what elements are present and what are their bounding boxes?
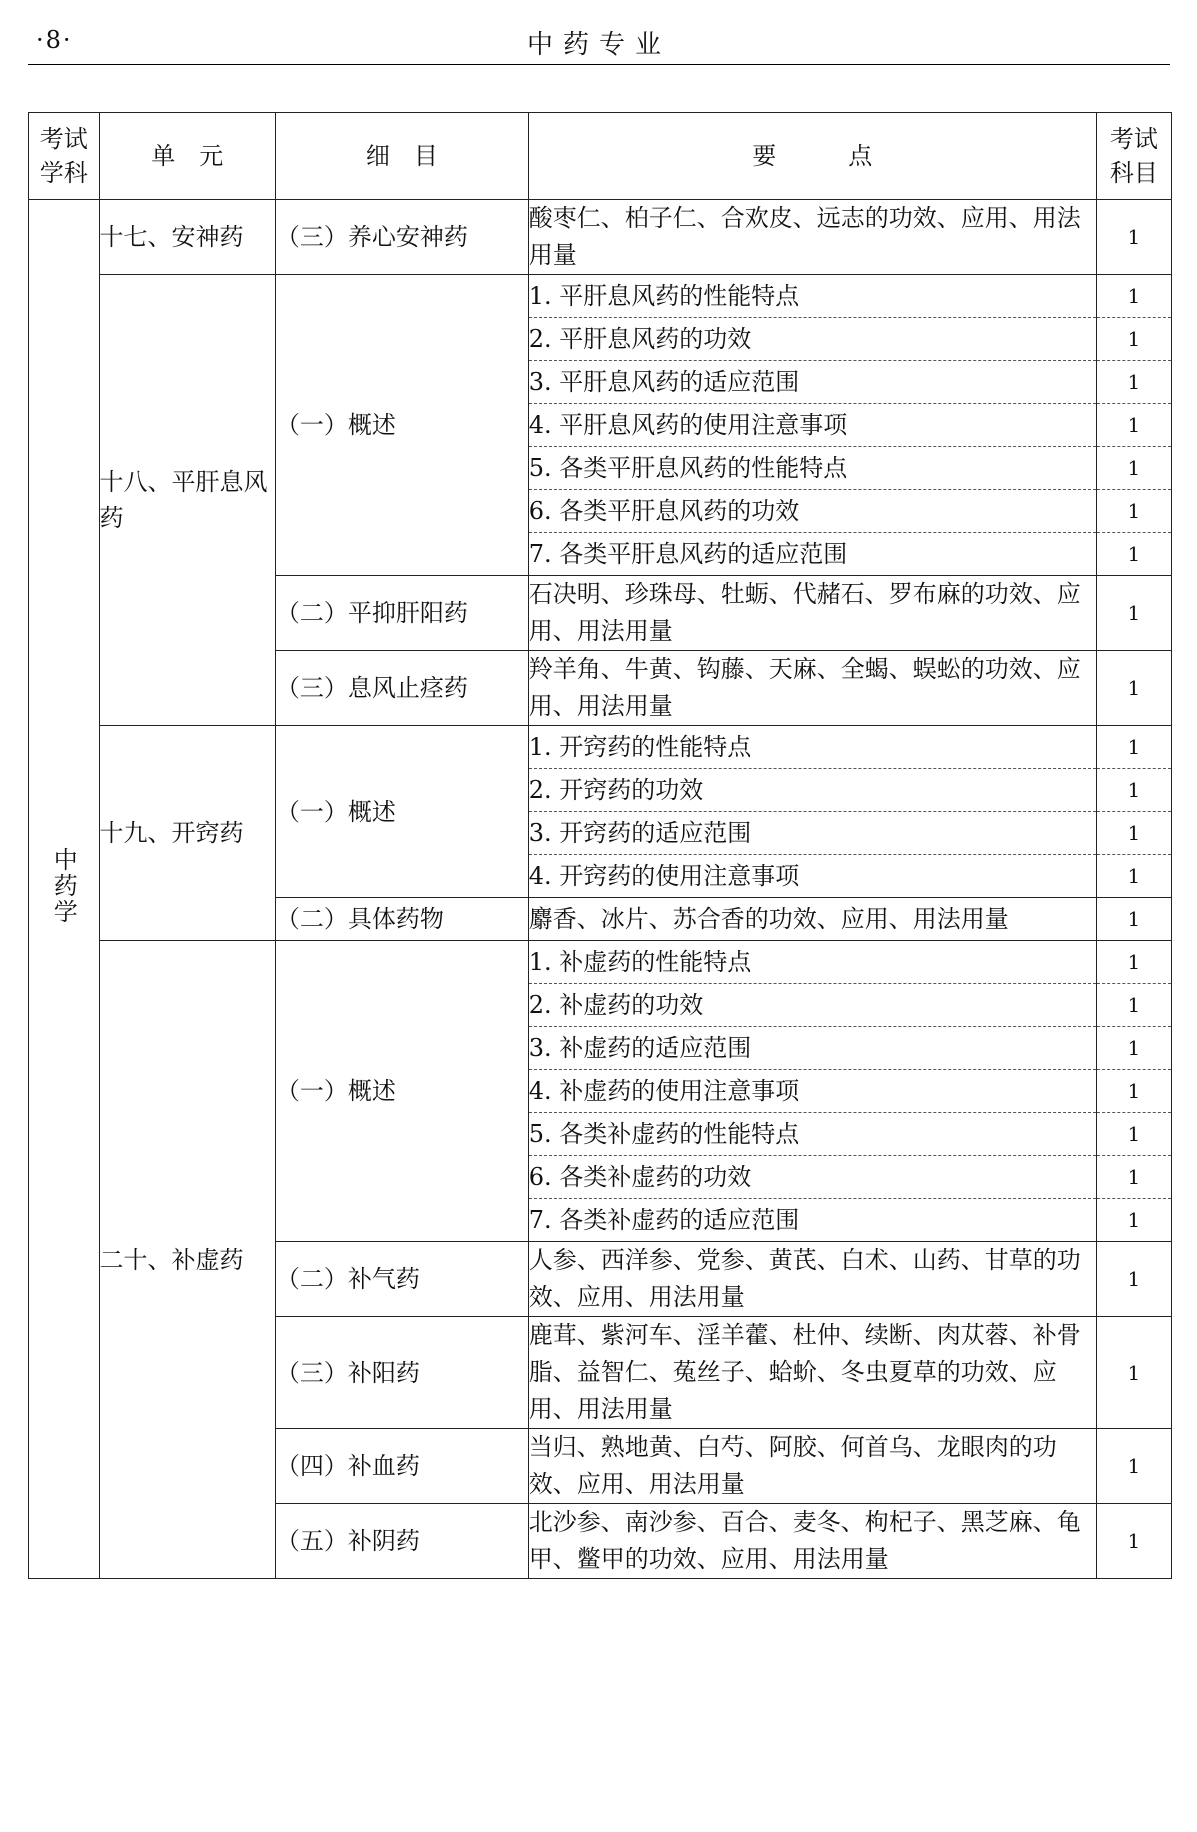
- point-cell: 1. 开窍药的性能特点: [528, 726, 1096, 769]
- subject-label: 中药学: [49, 847, 78, 925]
- level-cell: 1: [1096, 769, 1171, 812]
- page-header: [28, 14, 1170, 65]
- level-cell: 1: [1096, 812, 1171, 855]
- unit-cell: 十八、平肝息风药: [99, 275, 275, 726]
- table-row: [29, 941, 1172, 984]
- level-cell: 1: [1096, 404, 1171, 447]
- point-cell: 5. 各类补虚药的性能特点: [528, 1113, 1096, 1156]
- item-cell: （三）补阳药: [275, 1317, 528, 1429]
- col-header-unit: 单 元: [99, 113, 275, 200]
- table-header-row: [29, 113, 1172, 200]
- level-cell: 1: [1096, 898, 1171, 941]
- point-cell: 3. 开窍药的适应范围: [528, 812, 1096, 855]
- item-cell: （三）养心安神药: [275, 200, 528, 275]
- level-cell: 1: [1096, 533, 1171, 576]
- unit-cell: 十七、安神药: [99, 200, 275, 275]
- level-cell: 1: [1096, 1317, 1171, 1429]
- page-number: ·8·: [36, 26, 73, 54]
- level-cell: 1: [1096, 1429, 1171, 1504]
- page-title: 中药专业: [526, 30, 671, 60]
- item-cell: （一）概述: [275, 275, 528, 576]
- subject-cell: [29, 200, 100, 1579]
- level-cell: 1: [1096, 447, 1171, 490]
- item-cell: （一）概述: [275, 726, 528, 898]
- level-cell: 1: [1096, 361, 1171, 404]
- point-cell: 1. 补虚药的性能特点: [528, 941, 1096, 984]
- col-header-item: 细 目: [275, 113, 528, 200]
- point-cell: 3. 补虚药的适应范围: [528, 1027, 1096, 1070]
- point-cell: 3. 平肝息风药的适应范围: [528, 361, 1096, 404]
- item-cell: （二）具体药物: [275, 898, 528, 941]
- level-cell: 1: [1096, 318, 1171, 361]
- table-row: [29, 275, 1172, 318]
- point-cell: 当归、熟地黄、白芍、阿胶、何首乌、龙眼肉的功效、应用、用法用量: [528, 1429, 1096, 1504]
- unit-cell: 十九、开窍药: [99, 726, 275, 941]
- level-cell: 1: [1096, 1504, 1171, 1579]
- point-cell: 4. 平肝息风药的使用注意事项: [528, 404, 1096, 447]
- level-cell: 1: [1096, 651, 1171, 726]
- item-cell: （一）概述: [275, 941, 528, 1242]
- table-body: [29, 200, 1172, 1579]
- col-header-points: 要 点: [528, 113, 1096, 200]
- point-cell: 羚羊角、牛黄、钩藤、天麻、全蝎、蜈蚣的功效、应用、用法用量: [528, 651, 1096, 726]
- level-cell: 1: [1096, 200, 1171, 275]
- point-cell: 石决明、珍珠母、牡蛎、代赭石、罗布麻的功效、应用、用法用量: [528, 576, 1096, 651]
- level-cell: 1: [1096, 1156, 1171, 1199]
- level-cell: 1: [1096, 855, 1171, 898]
- col-header-level: 考试 科目: [1096, 113, 1171, 200]
- table-row: [29, 200, 1172, 275]
- level-cell: 1: [1096, 1027, 1171, 1070]
- point-cell: 2. 平肝息风药的功效: [528, 318, 1096, 361]
- level-cell: 1: [1096, 1113, 1171, 1156]
- unit-cell: 二十、补虚药: [99, 941, 275, 1579]
- syllabus-table: [28, 112, 1172, 1579]
- level-cell: 1: [1096, 576, 1171, 651]
- level-cell: 1: [1096, 941, 1171, 984]
- point-cell: 4. 补虚药的使用注意事项: [528, 1070, 1096, 1113]
- item-cell: （二）平抑肝阳药: [275, 576, 528, 651]
- point-cell: 1. 平肝息风药的性能特点: [528, 275, 1096, 318]
- item-cell: （五）补阴药: [275, 1504, 528, 1579]
- point-cell: 2. 补虚药的功效: [528, 984, 1096, 1027]
- point-cell: 4. 开窍药的使用注意事项: [528, 855, 1096, 898]
- level-cell: 1: [1096, 1070, 1171, 1113]
- point-cell: 5. 各类平肝息风药的性能特点: [528, 447, 1096, 490]
- level-cell: 1: [1096, 490, 1171, 533]
- level-cell: 1: [1096, 275, 1171, 318]
- point-cell: 7. 各类平肝息风药的适应范围: [528, 533, 1096, 576]
- point-cell: 酸枣仁、柏子仁、合欢皮、远志的功效、应用、用法用量: [528, 200, 1096, 275]
- point-cell: 6. 各类补虚药的功效: [528, 1156, 1096, 1199]
- item-cell: （二）补气药: [275, 1242, 528, 1317]
- table-row: [29, 726, 1172, 769]
- col-header-subject: 考试 学科: [29, 113, 100, 200]
- item-cell: （三）息风止痉药: [275, 651, 528, 726]
- point-cell: 6. 各类平肝息风药的功效: [528, 490, 1096, 533]
- level-cell: 1: [1096, 984, 1171, 1027]
- point-cell: 7. 各类补虚药的适应范围: [528, 1199, 1096, 1242]
- level-cell: 1: [1096, 1199, 1171, 1242]
- level-cell: 1: [1096, 1242, 1171, 1317]
- point-cell: 人参、西洋参、党参、黄芪、白术、山药、甘草的功效、应用、用法用量: [528, 1242, 1096, 1317]
- point-cell: 2. 开窍药的功效: [528, 769, 1096, 812]
- level-cell: 1: [1096, 726, 1171, 769]
- point-cell: 鹿茸、紫河车、淫羊藿、杜仲、续断、肉苁蓉、补骨脂、益智仁、菟丝子、蛤蚧、冬虫夏草的功效、应用、用法用量: [528, 1317, 1096, 1429]
- point-cell: 北沙参、南沙参、百合、麦冬、枸杞子、黑芝麻、龟甲、鳖甲的功效、应用、用法用量: [528, 1504, 1096, 1579]
- item-cell: （四）补血药: [275, 1429, 528, 1504]
- point-cell: 麝香、冰片、苏合香的功效、应用、用法用量: [528, 898, 1096, 941]
